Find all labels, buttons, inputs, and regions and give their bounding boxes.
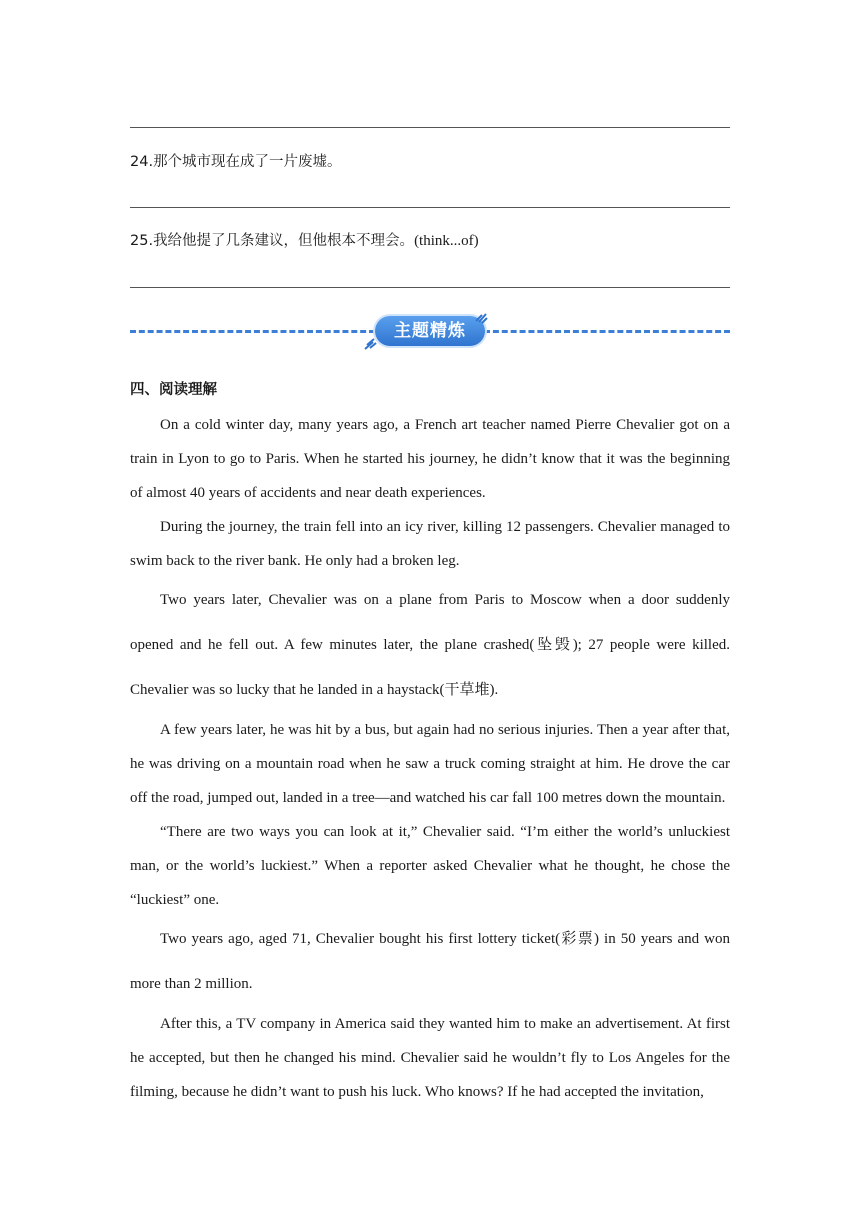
banner-dashed-line-right [484,330,730,333]
passage-paragraph: Two years ago, aged 71, Chevalier bought his first lottery ticket(彩票) in 50 years and won more than 2 million. [130,931,730,992]
question-number: 24. [130,154,154,170]
question-hint: (think...of) [414,233,479,249]
passage-paragraph: “There are two ways you can look at it,” Chevalier said. “I’m either the world’s unluckiest man, or the world’s luckiest.” When a reporter asked Chevalier what he thought, he chose the “luckiest” one. [130,824,730,908]
passage-paragraph: A few years later, he was hit by a bus, but again had no serious injuries. Then a year after that, he was driving on a mountain road when he saw a truck coming straight at him. He drove the car off the road, jumped out, landed in a tree—and watched his car fall 100 metres down the mountain. [130,722,730,806]
question-number: 25. [130,233,154,249]
answer-line [130,287,730,288]
sparkle-icon [474,310,488,324]
passage-paragraph: During the journey, the train fell into an icy river, killing 12 passengers. Chevalier managed to swim back to the river bank. He only had a broken leg. [130,519,730,569]
answer-line [130,127,730,128]
section-title: 四、阅读理解 [130,382,217,398]
question-25 [130,231,479,251]
question-text: 那个城市现在成了一片废墟。 [153,154,342,170]
question-24 [130,152,342,172]
passage-paragraph: Two years later, Chevalier was on a plane from Paris to Moscow when a door suddenly opened and he fell out. A few minutes later, the plane crashed(坠毁); 27 people were killed. Chevalier was so lucky that he landed in a haystack(干草堆). [130,592,730,698]
passage-paragraph: After this, a TV company in America said they wanted him to make an advertisement. At first he accepted, but then he changed his mind. Chevalier said he wouldn’t fly to Los Angeles for the filming, because he didn’t want to push his luck. Who knows? If he had accepted the invitation, [130,1016,730,1100]
banner-label: 主题精炼 [375,316,485,346]
question-text: 我给他提了几条建议，但他根本不理会。 [153,233,415,249]
reading-passage [130,408,730,1109]
answer-line [130,207,730,208]
passage-paragraph: On a cold winter day, many years ago, a French art teacher named Pierre Chevalier got on a train in Lyon to go to Paris. When he started his journey, he didn’t know that it was the beginning of almost 40 years of accidents and near death experiences. [130,417,730,501]
banner-dashed-line-left [130,330,375,333]
section-banner [130,312,730,350]
